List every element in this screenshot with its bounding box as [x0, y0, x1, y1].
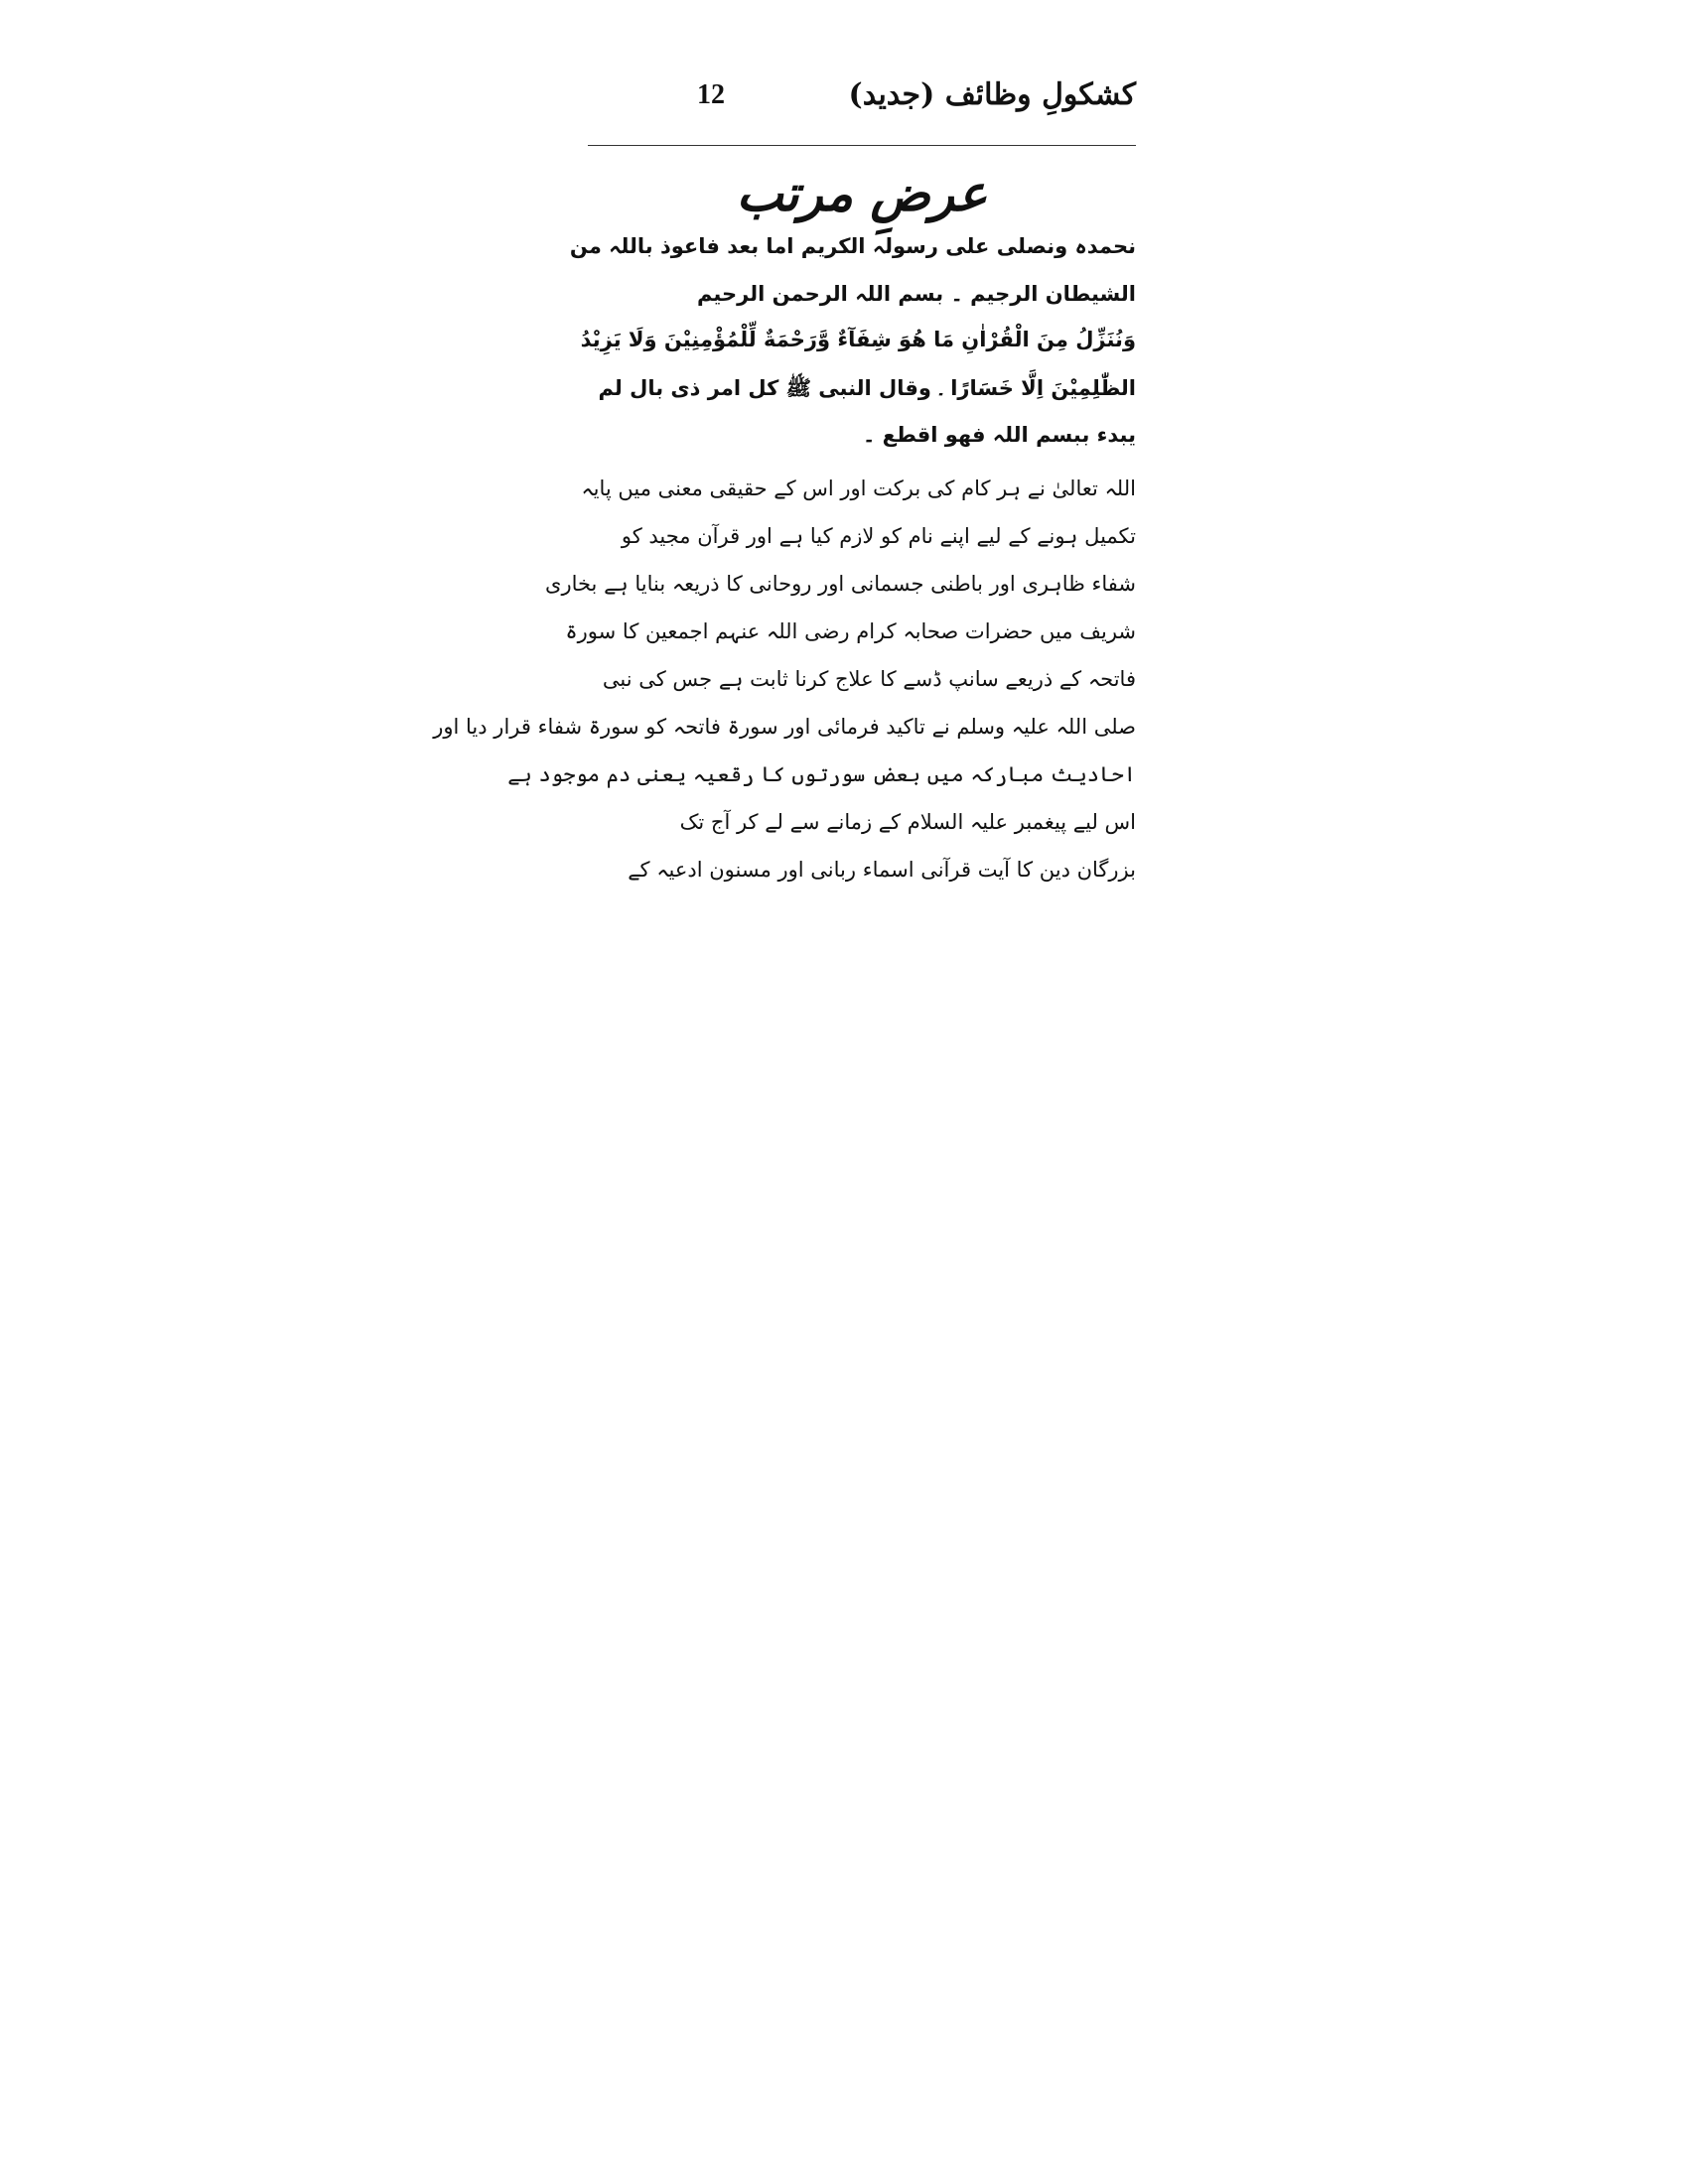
body-line: شفاء ظاہری اور باطنی جسمانی اور روحانی کا ذریعہ بنایا ہے بخاری — [545, 572, 1136, 596]
body-line: اللہ تعالیٰ نے ہر کام کی برکت اور اس کے حقیقی معنی میں پایہ — [581, 477, 1136, 500]
verse-line: یبدء ببسم اللہ فھو اقطع ۔ — [863, 423, 1136, 447]
body-line: بزرگان دین کا آیت قرآنی اسماء ربانی اور مسنون ادعیہ کے — [628, 858, 1136, 882]
body-line: تکمیل ہونے کے لیے اپنے نام کو لازم کیا ہے اور قرآن مجید کو — [621, 524, 1136, 548]
intro-line: نحمدہ ونصلی علی رسولہ الکریم اما بعد فاعوذ باللہ من — [569, 234, 1136, 258]
running-header — [588, 77, 1136, 133]
body-line: صلی اللہ علیہ وسلم نے تاکید فرمائی اور سورۃ فاتحہ کو سورۃ شفاء قرار دیا اور — [433, 715, 1136, 739]
intro-line: الشیطان الرجیم ۔ بسم اللہ الرحمن الرحیم — [696, 282, 1136, 306]
verse-line: الظّٰلِمِيْنَ اِلَّا خَسَارًا ۔ وقال النبی ﷺ کل امر ذی بال لم — [598, 376, 1136, 400]
page-content — [433, 77, 1136, 882]
body-line: احادیث مبارکہ میں بعض سورتوں کا رقعیہ یعنی دم موجود ہے — [507, 762, 1136, 786]
body-line: شریف میں حضرات صحابہ کرام رضی اللہ عنہم اجمعین کا سورۃ — [565, 619, 1136, 643]
page-number: 12 — [697, 79, 725, 110]
verse-line: وَنُنَزِّلُ مِنَ الْقُرْاٰنِ مَا هُوَ شِفَآءٌ وَّرَحْمَةٌ لِّلْمُؤْمِنِيْنَ وَلَا يَزِيْدُ — [580, 328, 1136, 351]
section-heading: عرضِ مرتب — [736, 164, 988, 222]
body-line: اس لیے پیغمبر علیہ السلام کے زمانے سے لے کر آج تک — [679, 810, 1136, 834]
book-title: کشکولِ وظائف (جدید) — [848, 77, 1136, 112]
header-divider — [588, 145, 1136, 146]
body-line: فاتحہ کے ذریعے سانپ ڈسے کا علاج کرنا ثابت ہے جس کی نبی — [602, 667, 1136, 691]
